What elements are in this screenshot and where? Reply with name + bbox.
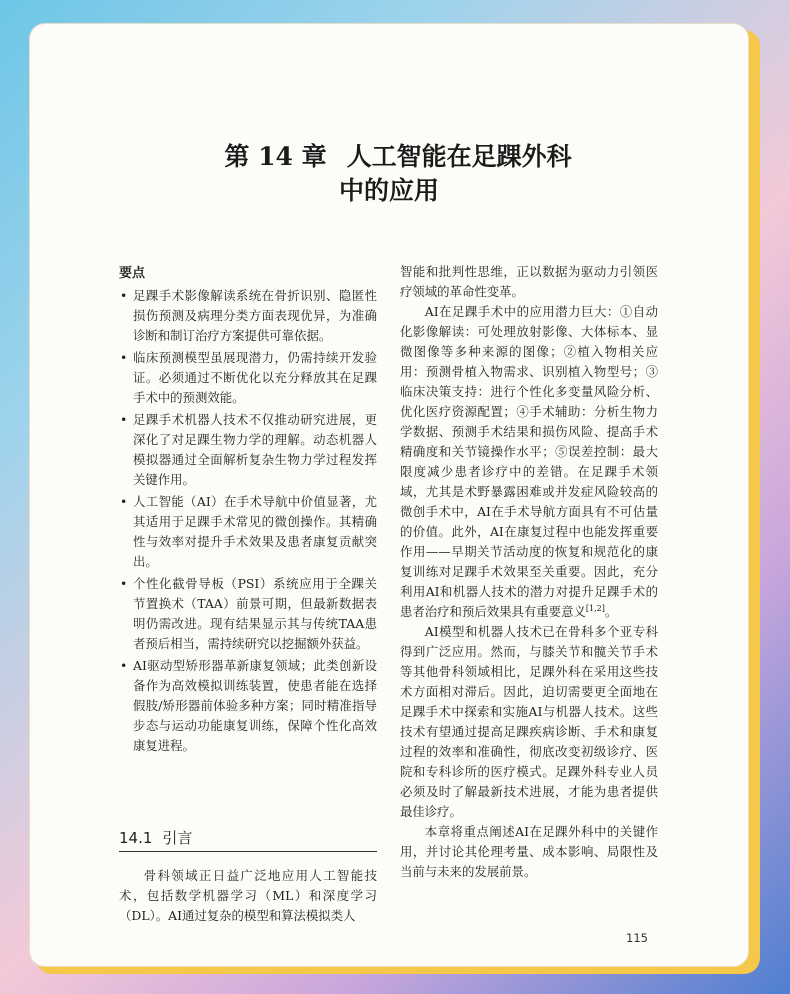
chapter-title-line1 bbox=[30, 140, 748, 174]
left-body-text bbox=[119, 866, 377, 926]
keypoints-box bbox=[119, 264, 377, 758]
keypoints-heading: 要点 bbox=[119, 266, 146, 281]
section-heading bbox=[119, 827, 377, 852]
page-number: 115 bbox=[626, 931, 648, 945]
list-item: • 人工智能（AI）在手术导航中价值显著，尤其适用于足踝手术常见的微创操作。其精确性与效率对提升手术效果及患者康复贡献突出。 bbox=[119, 492, 377, 572]
section-number: 14.1 bbox=[119, 829, 153, 847]
right-column bbox=[400, 262, 658, 882]
paragraph: 骨科领域正日益广泛地应用人工智能技术，包括数学机器学习（ML）和深度学习（DL）。AI通过复杂的模型和算法模拟类人 bbox=[119, 868, 377, 923]
list-item: • 个性化截骨导板（PSI）系统应用于全踝关节置换术（TAA）前景可期，但最新数据表明仍需改进。现有结果显示其与传统TAA患者预后相当，需持续研究以挖掘额外获益。 bbox=[119, 574, 377, 654]
citation-ref: [1,2] bbox=[585, 603, 605, 613]
book-page bbox=[29, 23, 749, 967]
list-item: • 足踝手术影像解读系统在骨折识别、隐匿性损伤预测及病理分类方面表现优异，为准确诊断和制订治疗方案提供可靠依据。 bbox=[119, 286, 377, 346]
list-item: • AI驱动型矫形器革新康复领域；此类创新设备作为高效模拟训练装置，使患者能在选择假肢/矫形器前体验多种方案；同时精准指导步态与运动功能康复训练，保障个性化高效康复进程。 bbox=[119, 656, 377, 756]
section-title: 引言 bbox=[162, 829, 193, 847]
chapter-title-text: 人工智能在足踝外科 bbox=[346, 142, 572, 171]
chapter-title bbox=[30, 140, 748, 208]
list-item: • 足踝手术机器人技术不仅推动研究进展，更深化了对足踝生物力学的理解。动态机器人模拟器通过全面解析复杂生物力学过程发挥关键作用。 bbox=[119, 410, 377, 490]
chapter-number: 第 14 章 bbox=[224, 142, 327, 171]
paragraph-end: 。 bbox=[604, 604, 618, 619]
paragraph-text: AI在足踝手术中的应用潜力巨大：①自动化影像解读：可处理放射影像、大体标本、显微图像等多种来源的图像；②植入物相关应用：预测骨植入物需求、识别植入物型号；③临床决策支持：进行个性化多变量风险分析、优化医疗资源配置；④手术辅助：分析生物力学数据、预测手术结果和损伤风险、提高手术精确度和关节镜操作水平；⑤误差控制：最大限度减少患者诊疗中的差错。在足踝手术领域，尤其是术野暴露困难或并发症风险较高的微创手术中，AI在手术导航方面具有不可估量的价值。此外，AI在康复过程中也能发挥重要作用——早期关节活动度的恢复和规范化的康复训练对足踝手术效果至关重要。因此，充分利用AI和机器人技术的潜力对提升足踝手术的患者治疗和预后效果具有重要意义 bbox=[400, 304, 658, 619]
keypoints-list bbox=[119, 286, 377, 756]
paragraph: AI模型和机器人技术已在骨科多个亚专科得到广泛应用。然而，与膝关节和髋关节手术等其他骨科领域相比，足踝外科在采用这些技术方面相对滞后。因此，迫切需要更全面地在足踝手术中探索和实施AI与机器人技术。这些技术有望通过提高足踝疾病诊断、手术和康复过程的效率和准确性，彻底改变初级诊疗、医院和专科诊所的医疗模式。足踝外科专业人员必须及时了解最新技术进展，才能为患者提供最佳诊疗。 bbox=[400, 624, 658, 819]
list-item: • 临床预测模型虽展现潜力，仍需持续开发验证。必须通过不断优化以充分释放其在足踝手术中的预测效能。 bbox=[119, 348, 377, 408]
chapter-title-line2: 中的应用 bbox=[338, 176, 439, 205]
paragraph: 智能和批判性思维，正以数据为驱动力引领医疗领域的革命性变革。 bbox=[400, 264, 658, 299]
paragraph bbox=[400, 302, 658, 622]
paragraph: 本章将重点阐述AI在足踝外科中的关键作用，并讨论其伦理考量、成本影响、局限性及当前与未来的发展前景。 bbox=[400, 824, 658, 879]
